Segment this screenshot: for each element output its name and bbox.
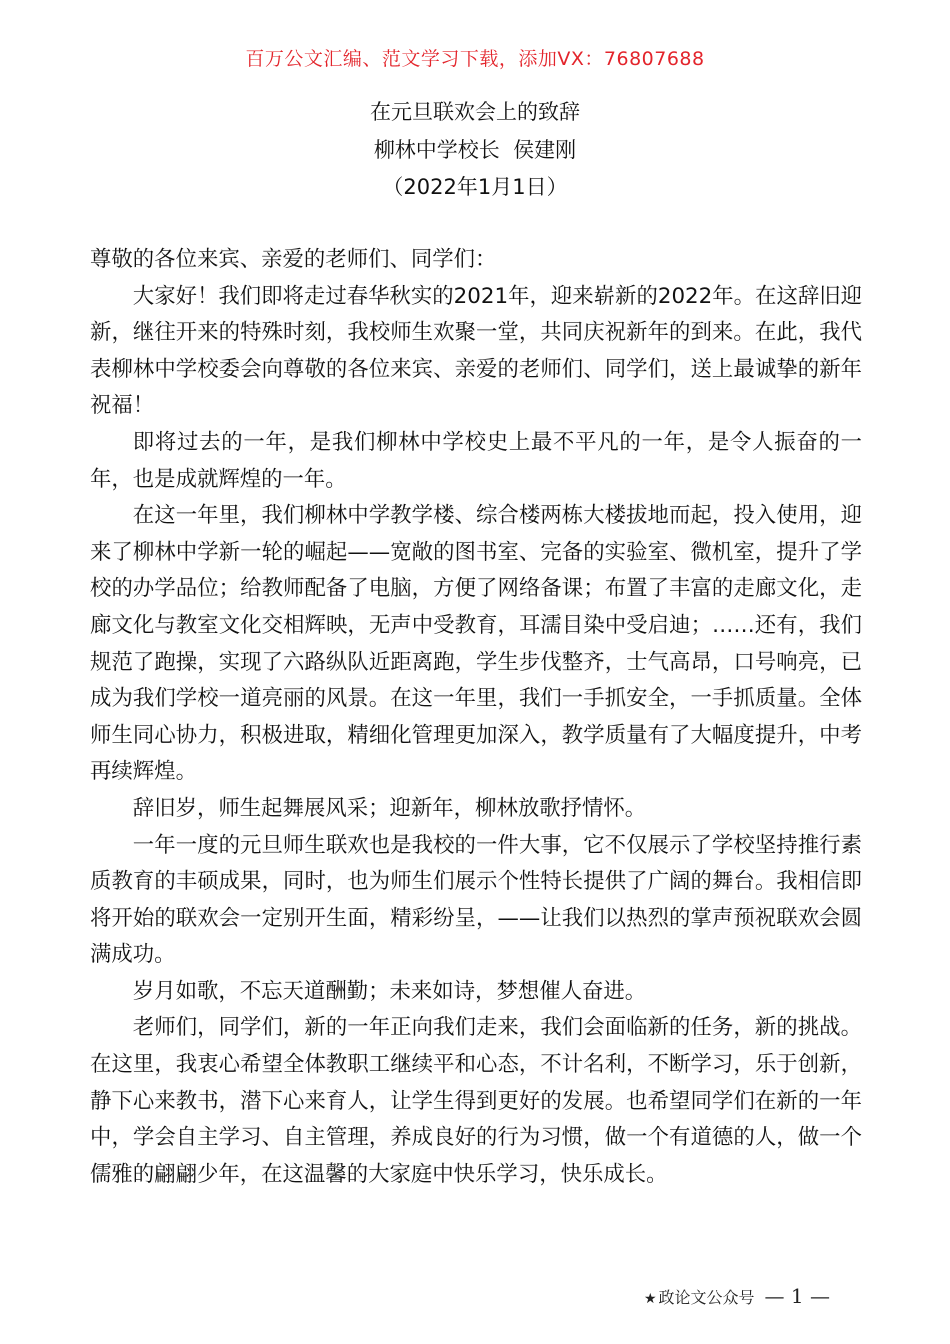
title-block xyxy=(0,94,950,207)
page-number: — 1 — xyxy=(764,1284,830,1308)
page-footer xyxy=(644,1284,830,1311)
header-banner: 百万公文汇编、范文学习下载，添加VX：76807688 xyxy=(245,48,705,70)
paragraph: 老师们，同学们，新的一年正向我们走来，我们会面临新的任务，新的挑战。在这里，我衷心希望全体教职工继续平和心态，不计名利，不断学习，乐于创新，静下心来教书，潜下心来育人，让学生得到更好的发展。也希望同学们在新的一年中，学会自主学习、自主管理，养成良好的行为习惯，做一个有道德的人，做一个儒雅的翩翩少年，在这温馨的大家庭中快乐学习，快乐成长。 xyxy=(90,1015,862,1187)
paragraph: 大家好！我们即将走过春华秋实的2021年，迎来崭新的2022年。在这辞旧迎新，继往开来的特殊时刻，我校师生欢聚一堂，共同庆祝新年的到来。在此，我代表柳林中学校委会向尊敬的各位来宾、亲爱的老师们、同学们，送上最诚挚的新年祝福！ xyxy=(90,283,863,419)
paragraph: 岁月如歌，不忘天道酬勤；未来如诗，梦想催人奋进。 xyxy=(132,978,647,1004)
document-date: （2022年1月1日） xyxy=(382,175,568,199)
document-title: 在元旦联欢会上的致辞 xyxy=(370,100,580,124)
salutation: 尊敬的各位来宾、亲爱的老师们、同学们： xyxy=(90,247,497,272)
paragraph: 一年一度的元旦师生联欢也是我校的一件大事，它不仅展示了学校坚持推行素质教育的丰硕成果，同时，也为师生们展示个性特长提供了广阔的舞台。我相信即将开始的联欢会一定别开生面，精彩纷呈，——让我们以热烈的掌声预祝联欢会圆满成功。 xyxy=(90,832,862,968)
paragraph: 辞旧岁，师生起舞展风采；迎新年，柳林放歌抒情怀。 xyxy=(132,795,647,821)
paragraph: 即将过去的一年，是我们柳林中学校史上最不平凡的一年，是令人振奋的一年，也是成就辉煌的一年。 xyxy=(90,429,862,492)
footer-source: 政论文公众号 xyxy=(658,1288,755,1307)
star-icon: ★ xyxy=(643,1291,657,1307)
document-body xyxy=(90,242,862,1193)
paragraph: 在这一年里，我们柳林中学教学楼、综合楼两栋大楼拔地而起，投入使用，迎来了柳林中学新一轮的崛起——宽敞的图书室、完备的实验室、微机室，提升了学校的办学品位；给教师配备了电脑，方便了网络备课；布置了丰富的走廊文化，走廊文化与教室文化交相辉映，无声中受教育，耳濡目染中受启迪；……还有，我们规范了跑操，实现了六路纵队近距离跑，学生步伐整齐，士气高昂，口号响亮，已成为我们学校一道亮丽的风景。在这一年里，我们一手抓安全，一手抓质量。全体师生同心协力，积极进取，精细化管理更加深入，教学质量有了大幅度提升，中考再续辉煌。 xyxy=(90,503,862,785)
document-author: 柳林中学校长 侯建刚 xyxy=(373,137,577,162)
